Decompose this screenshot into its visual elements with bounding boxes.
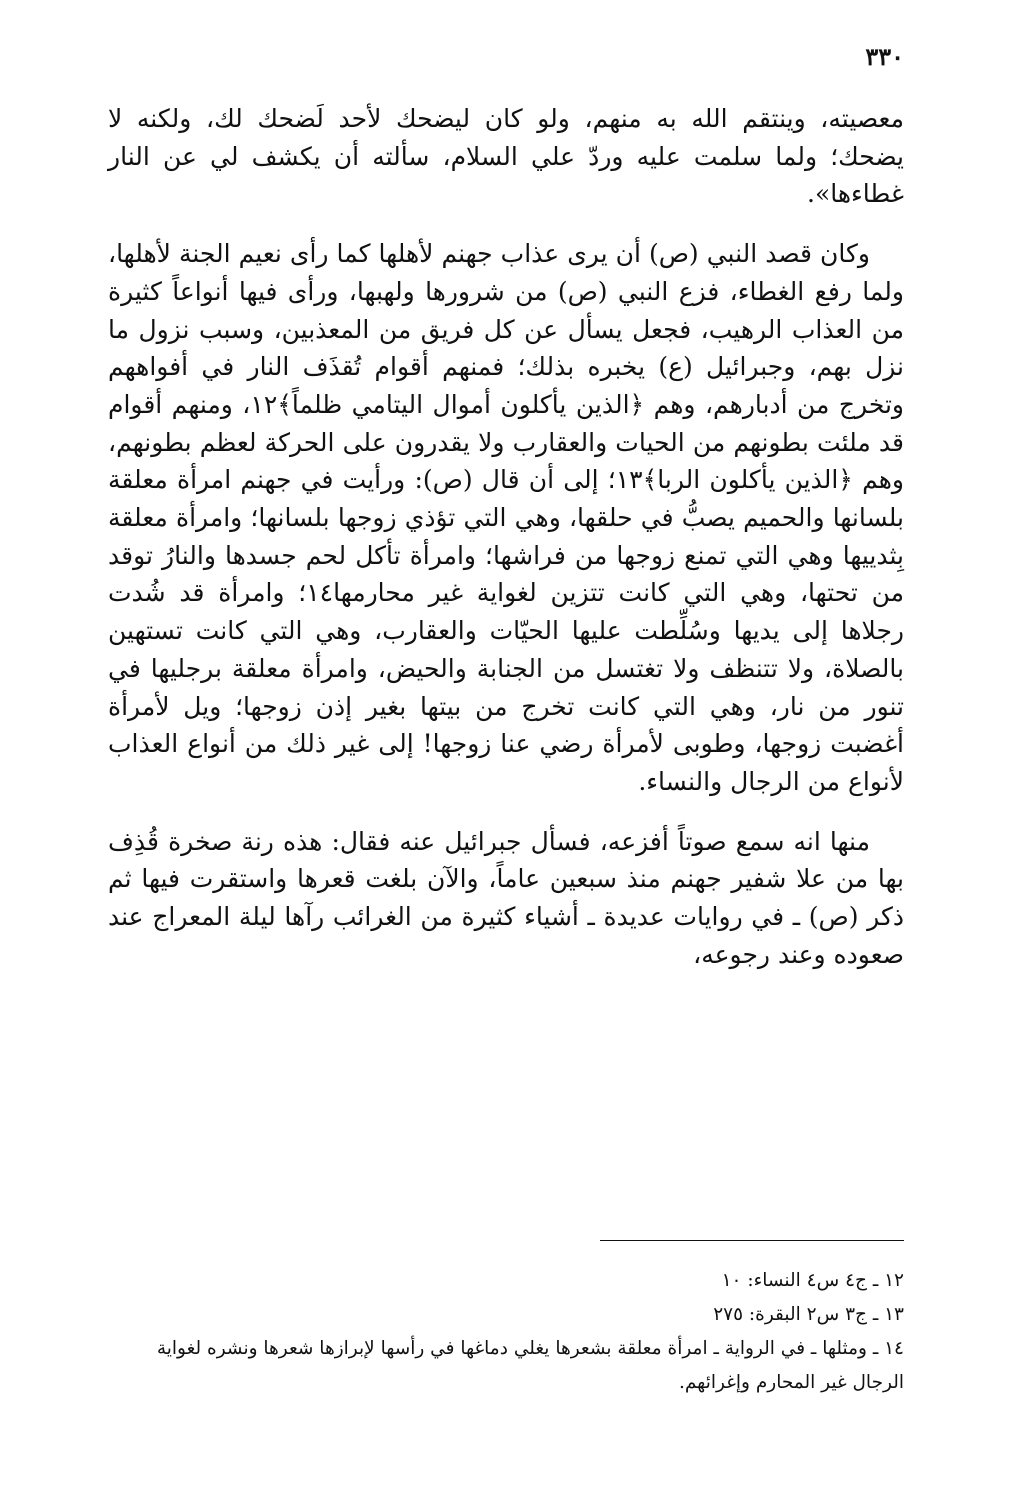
footnote-separator bbox=[600, 1240, 904, 1241]
footnote-13: ١٣ ـ ج٣ س٢ البقرة: ٢٧٥ bbox=[713, 1304, 904, 1325]
footnotes bbox=[108, 1264, 904, 1400]
paragraph-3: منها انه سمع صوتاً أفزعه، فسأل جبرائيل عنه فقال: هذه رنة صخرة قُذِف بها من علا شفير جهنم منذ سبعين عاماً، والآن بلغت قعرها واستقرت فيها ثم ذكر (ص) ـ في روايات عديدة ـ أشياء كثيرة من الغرائب رآها ليلة المعراج عند صعوده وعند رجوعه، bbox=[108, 826, 904, 969]
paragraph-2: وكان قصد النبي (ص) أن يرى عذاب جهنم لأهلها كما رأى نعيم الجنة لأهلها، ولما رفع الغطاء، فزع النبي (ص) من شرورها ولهبها، ورأى فيها أنواعاً كثيرة من العذاب الرهيب، فجعل يسأل عن كل فريق من المعذبين، وسبب نزول ما نزل بهم، وجبرائيل (ع) يخبره بذلك؛ فمنهم أقوام تُقذَف النار في أفواههم وتخرج من أدبارهم، وهم ﴿الذين يأكلون أموال اليتامي ظلماً﴾١٢، ومنهم أقوام قد ملئت بطونهم من الحيات والعقارب ولا يقدرون على الحركة لعظم بطونهم، وهم ﴿الذين يأكلون الربا﴾١٣؛ إلى أن قال (ص): ورأيت في جهنم امرأة معلقة بلسانها والحميم يصبُّ في حلقها، وهي التي تؤذي زوجها بلسانها؛ وامرأة معلقة بِثدييها وهي التي تمنع زوجها من فراشها؛ وامرأة تأكل لحم جسدها والنارُ توقد من تحتها، وهي التي كانت تتزين لغواية غير محارمها١٤؛ وامرأة قد شُدت رجلاها إلى يديها وسُلِّطت عليها الحيّات والعقارب، وهي التي كانت تستهين بالصلاة، ولا تتنظف ولا تغتسل من الجنابة والحيض، وامرأة معلقة برجليها في تنور من نار، وهي التي كانت تخرج من بيتها بغير إذن زوجها؛ ويل لأمرأة أغضبت زوجها، وطوبى لأمرأة رضي عنا زوجها! إلى غير ذلك من أنواع العذاب لأنواع من الرجال والنساء. bbox=[108, 239, 905, 796]
footnote-14: ١٤ ـ ومثلها ـ في الرواية ـ امرأة معلقة بشعرها يغلي دماغها في رأسها لإبرازها شعرها ونشره لغواية الرجال غير المحارم وإغرائهم. bbox=[156, 1338, 904, 1393]
paragraph-1: معصيته، وينتقم الله به منهم، ولو كان ليضحك لأحد لَضحك لك، ولكنه لا يضحك؛ ولما سلمت عليه وردّ علي السلام، سألته أن يكشف لي عن النار غطاءها». bbox=[108, 104, 904, 209]
footnote-12: ١٢ ـ ج٤ س٤ النساء: ١٠ bbox=[721, 1270, 904, 1291]
body-text bbox=[108, 100, 904, 973]
page-number: ٣٣٠ bbox=[865, 42, 904, 71]
